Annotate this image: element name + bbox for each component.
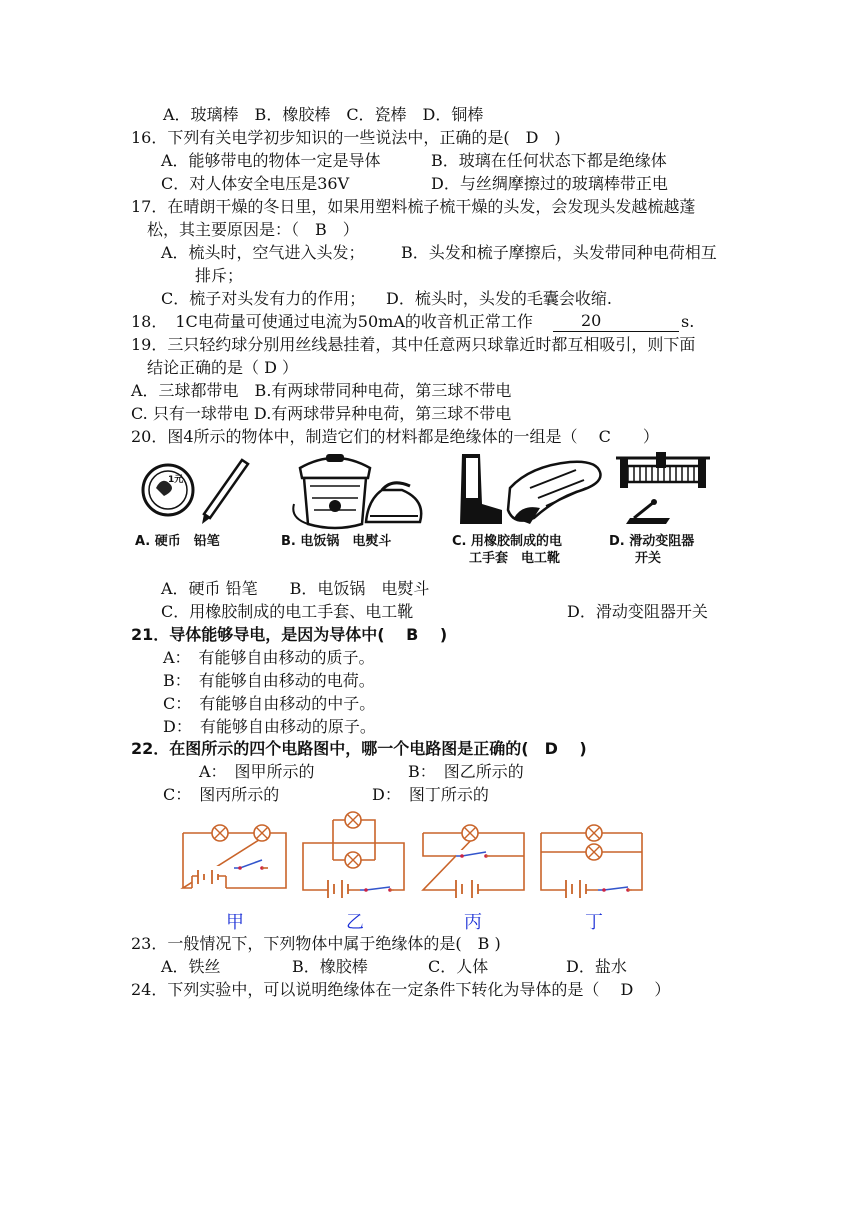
- q23-option-b: B．橡胶棒: [292, 957, 368, 976]
- q20-stem: 20．图4所示的物体中，制造它们的材料都是绝缘体的一组是（ C ）: [131, 427, 659, 446]
- coin-icon: [143, 465, 193, 515]
- lamp-icon: [212, 825, 228, 841]
- q22-option-c: C： 图丙所示的: [163, 785, 280, 804]
- figure-label-a: A. 硬币 铅笔: [135, 534, 220, 549]
- circuit-label-bing: 丙: [464, 912, 482, 933]
- q22-option-b: B： 图乙所示的: [408, 762, 524, 781]
- rice-cooker-icon: [293, 454, 370, 528]
- circuit-ding: [541, 825, 642, 898]
- pencil-icon: [202, 460, 248, 524]
- q17-option-b-line2: 排斥；: [195, 266, 244, 285]
- q16-option-d: D．与丝绸摩擦过的玻璃棒带正电: [431, 174, 668, 193]
- lamp-icon: [254, 825, 270, 841]
- q15-options: A．玻璃棒 B．橡胶棒 C．瓷棒 D．铜棒: [163, 105, 484, 124]
- q19-stem-line2: 结论正确的是（ D ）: [147, 358, 299, 377]
- q23-stem: 23．一般情况下，下列物体中属于绝缘体的是( B ): [131, 934, 501, 953]
- q21-stem: 21．导体能够导电，是因为导体中( B ): [131, 625, 448, 644]
- figure-label-c-line1: C. 用橡胶制成的电: [452, 534, 563, 549]
- q23-option-a: A．铁丝: [161, 957, 221, 976]
- lamp-icon: [345, 852, 361, 868]
- q22-stem: 22．在图所示的四个电路图中，哪一个电路图是正确的( D ): [131, 739, 587, 758]
- iron-icon: [366, 483, 421, 522]
- q20-options-ab: A．硬币 铅笔 B．电饭锅 电熨斗: [161, 579, 430, 598]
- q22-option-a: A： 图甲所示的: [199, 762, 315, 781]
- rubber-glove-icon: [508, 462, 601, 524]
- q17-stem-line1: 17．在晴朗干燥的冬日里，如果用塑料梳子梳干燥的头发，会发现头发越梳越蓬: [131, 197, 696, 216]
- q21-option-a: A： 有能够自由移动的质子。: [163, 648, 375, 667]
- q19-stem-line1: 19．三只轻约球分别用丝线悬挂着，其中任意两只球靠近时都互相吸引，则下面: [131, 335, 696, 354]
- lamp-icon: [462, 825, 478, 841]
- q20-option-c: C．用橡胶制成的电工手套、电工靴: [161, 602, 414, 621]
- q24-stem: 24．下列实验中，可以说明绝缘体在一定条件下转化为导体的是（ D ）: [131, 980, 671, 999]
- circuit-yi: [303, 812, 404, 898]
- q21-option-c: C： 有能够自由移动的中子。: [163, 694, 376, 713]
- q18-stem: 18． 1C电荷量可使通过电流为50mA的收音机正常工作: [131, 312, 533, 331]
- sliding-rheostat-icon: [616, 452, 710, 488]
- circuit-bing: [423, 825, 524, 898]
- q17-option-a: A．梳头时，空气进入头发；: [161, 243, 365, 262]
- q17-option-b-line1: B．头发和梳子摩擦后，头发带同种电荷相互: [401, 243, 717, 262]
- circuit-jia: [183, 825, 286, 896]
- q22-circuit-diagrams: [180, 808, 650, 898]
- figure-label-d-line1: D. 滑动变阻器: [609, 534, 695, 549]
- q18-unit: s.: [681, 312, 695, 331]
- q16-option-c: C．对人体安全电压是36V: [161, 174, 350, 193]
- circuit-label-yi: 乙: [346, 912, 364, 933]
- q16-stem: 16．下列有关电学初步知识的一些说法中，正确的是( D ): [131, 128, 561, 147]
- figure-label-b: B. 电饭锅 电熨斗: [281, 534, 392, 549]
- q17-option-d: D．梳头时，头发的毛囊会收缩.: [386, 289, 612, 308]
- q18-answer-blank: 20: [553, 311, 679, 332]
- circuit-label-jia: 甲: [226, 912, 244, 933]
- q20-figure-images: [130, 448, 730, 538]
- figure-label-d-line2: 开关: [635, 551, 662, 566]
- q19-options-cd: C. 只有一球带电 D.有两球带异种电荷，第三球不带电: [131, 404, 512, 423]
- q23-option-c: C．人体: [428, 957, 489, 976]
- circuit-label-ding: 丁: [585, 912, 603, 933]
- q23-option-d: D．盐水: [566, 957, 627, 976]
- figure-label-c-line2: 工手套 电工靴: [469, 551, 561, 566]
- q22-option-d: D： 图丁所示的: [372, 785, 489, 804]
- q21-option-b: B： 有能够自由移动的电荷。: [163, 671, 375, 690]
- q16-option-a: A．能够带电的物体一定是导体: [161, 151, 381, 170]
- q20-option-d: D．滑动变阻器开关: [567, 602, 708, 621]
- knife-switch-icon: [626, 499, 670, 524]
- q19-options-ab: A．三球都带电 B.有两球带同种电荷，第三球不带电: [131, 381, 512, 400]
- q17-option-c: C．梳子对头发有力的作用；: [161, 289, 366, 308]
- q16-option-b: B．玻璃在任何状态下都是绝缘体: [431, 151, 667, 170]
- rubber-boot-icon: [460, 454, 502, 524]
- lamp-icon: [586, 844, 602, 860]
- q21-option-d: D： 有能够自由移动的原子。: [163, 717, 376, 736]
- coin-text: 1元: [168, 475, 184, 485]
- q17-stem-line2: 松，其主要原因是：（ B ）: [147, 220, 359, 239]
- lamp-icon: [345, 812, 361, 828]
- lamp-icon: [586, 825, 602, 841]
